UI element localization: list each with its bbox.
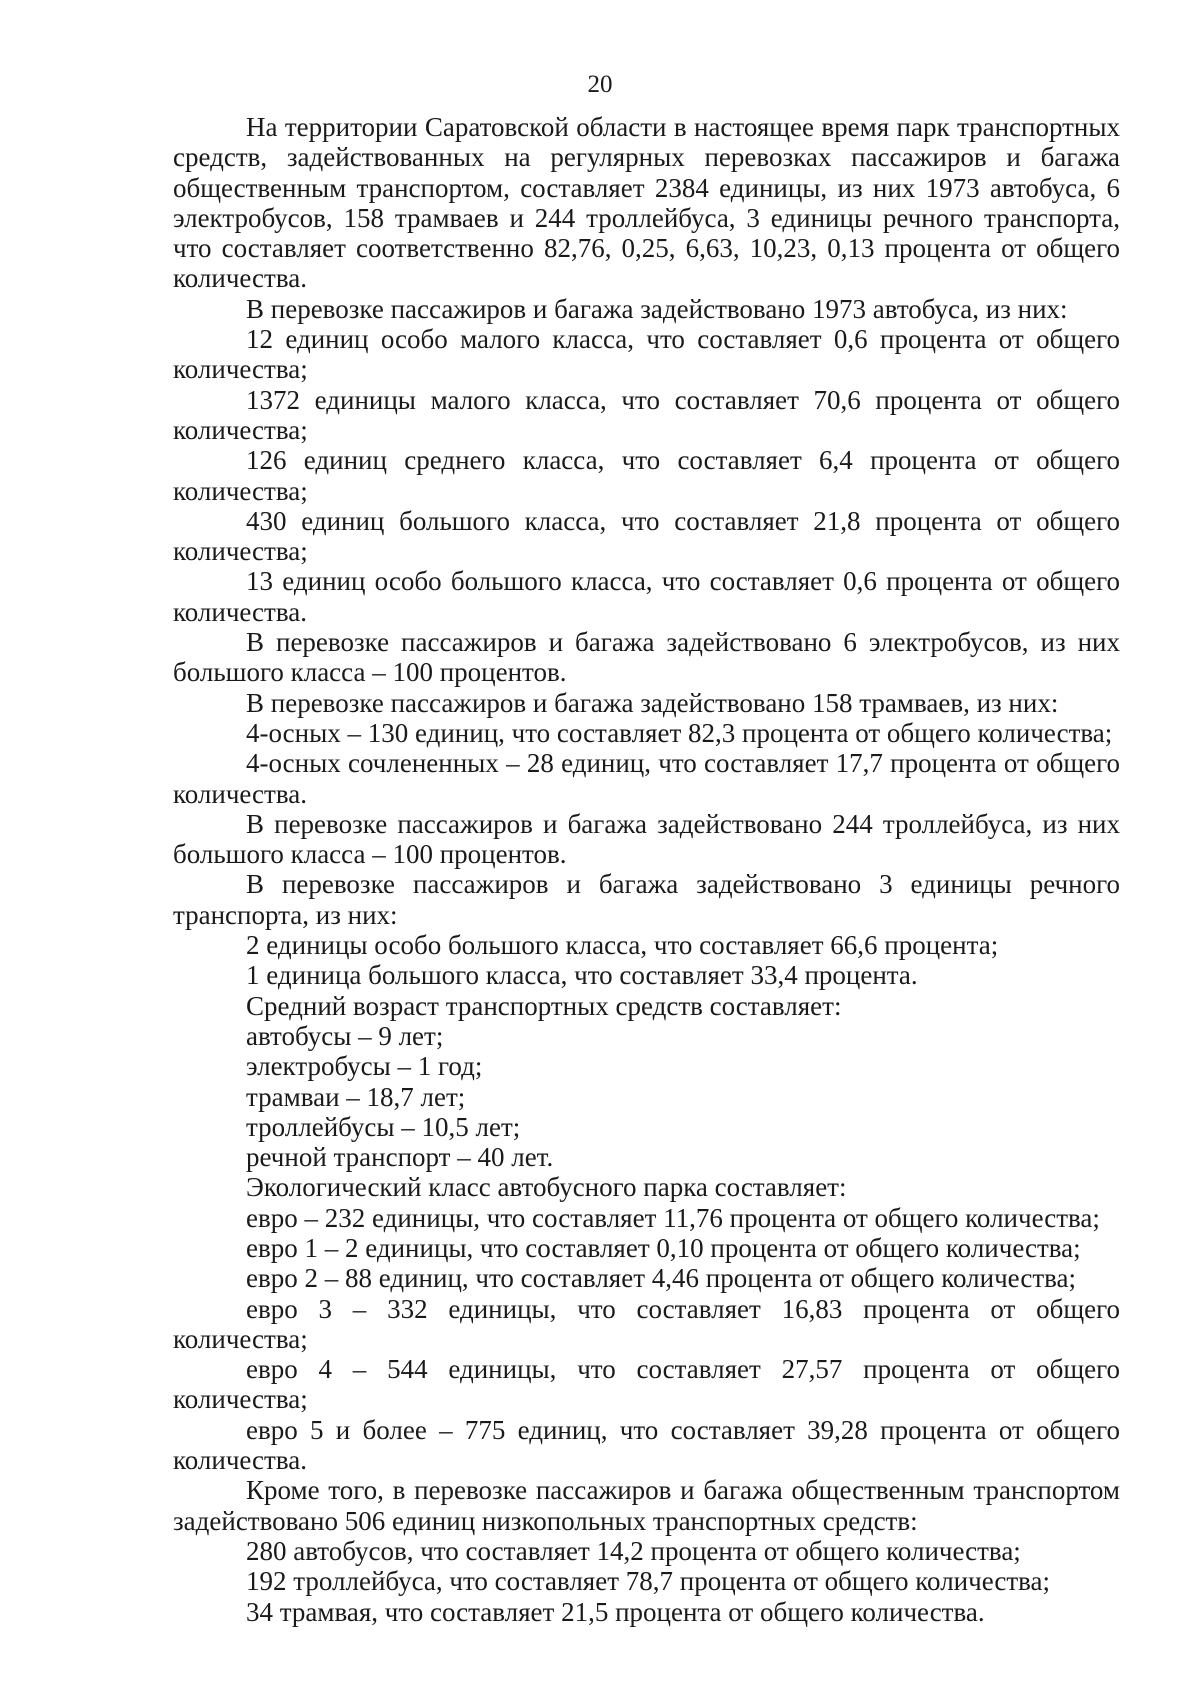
document-body — [173, 112, 1120, 1627]
paragraph-low-floor-intro: Кроме того, в перевозке пассажиров и багажа общественным транспортом задействовано 506 единиц низкопольных транспортных средств: — [173, 1475, 1120, 1536]
paragraph-fleet-overview: На территории Саратовской области в настоящее время парк транспортных средств, задействованных на регулярных перевозках пассажиров и багажа общественным транспортом, составляет 2384 единицы, из них 1973 автобуса, 6 электробусов, 158 трамваев и 244 троллейбуса, 3 единицы речного транспорта, что составляет соответственно 82,76, 0,25, 6,63, 10,23, 0,13 процента от общего количества. — [173, 112, 1120, 294]
paragraph-buses-small: 1372 единицы малого класса, что составляет 70,6 процента от общего количества; — [173, 384, 1120, 445]
paragraph-river-large: 1 единица большого класса, что составляет 33,4 процента. — [246, 960, 918, 991]
paragraph-low-floor-buses: 280 автобусов, что составляет 14,2 процента от общего количества; — [246, 1535, 1021, 1566]
paragraph-age-trolleybuses: троллейбусы – 10,5 лет; — [246, 1111, 521, 1142]
paragraph-age-river: речной транспорт – 40 лет. — [246, 1142, 554, 1173]
paragraph-trolleybuses: В перевозке пассажиров и багажа задействовано 244 троллейбуса, из них большого класса – 100 процентов. — [173, 808, 1120, 870]
page-number: 20 — [587, 71, 613, 98]
paragraph-buses-intro: В перевозке пассажиров и багажа задействовано 1973 автобуса, из них: — [246, 293, 1068, 324]
paragraph-eco-euro-5: евро 5 и более – 775 единиц, что составляет 39,28 процента от общего количества. — [173, 1414, 1120, 1476]
paragraph-buses-extra-small: 12 единиц особо малого класса, что составляет 0,6 процента от общего количества; — [173, 324, 1120, 385]
paragraph-age-electrobuses: электробусы – 1 год; — [246, 1051, 483, 1082]
paragraph-low-floor-trams: 34 трамвая, что составляет 21,5 процента от общего количества. — [246, 1596, 985, 1627]
paragraph-buses-medium: 126 единиц среднего класса, что составляет 6,4 процента от общего количества; — [173, 445, 1120, 506]
paragraph-trams-intro: В перевозке пассажиров и багажа задействовано 158 трамваев, из них: — [246, 687, 1059, 718]
paragraph-river-intro: В перевозке пассажиров и багажа задействовано 3 единицы речного транспорта, из них: — [173, 869, 1120, 930]
paragraph-river-extra-large: 2 единицы особо большого класса, что составляет 66,6 процента; — [246, 930, 999, 961]
paragraph-eco-euro-2: евро 2 – 88 единиц, что составляет 4,46 процента от общего количества; — [246, 1263, 1076, 1294]
paragraph-buses-extra-large: 13 единиц особо большого класса, что составляет 0,6 процента от общего количества. — [173, 566, 1120, 627]
paragraph-eco-euro-4: евро 4 – 544 единицы, что составляет 27,57 процента от общего количества; — [173, 1354, 1120, 1415]
paragraph-eco-euro-3: евро 3 – 332 единицы, что составляет 16,83 процента от общего количества; — [173, 1293, 1120, 1354]
paragraph-age-trams: трамваи – 18,7 лет; — [246, 1081, 466, 1112]
paragraph-average-age-intro: Средний возраст транспортных средств составляет: — [246, 990, 842, 1021]
paragraph-low-floor-trolleybuses: 192 троллейбуса, что составляет 78,7 процента от общего количества; — [246, 1566, 1051, 1597]
paragraph-trams-4-axle: 4-осных – 130 единиц, что составляет 82,3 процента от общего количества; — [246, 717, 1113, 748]
paragraph-trams-articulated: 4-осных сочлененных – 28 единиц, что составляет 17,7 процента от общего количества. — [173, 748, 1120, 809]
paragraph-buses-large: 430 единиц большого класса, что составляет 21,8 процента от общего количества; — [173, 505, 1120, 567]
paragraph-eco-class-intro: Экологический класс автобусного парка составляет: — [246, 1172, 847, 1203]
paragraph-age-buses: автобусы – 9 лет; — [246, 1020, 444, 1051]
paragraph-electrobuses: В перевозке пассажиров и багажа задействовано 6 электробусов, из них большого класса – 100 процентов. — [173, 627, 1120, 688]
paragraph-eco-euro-1: евро 1 – 2 единицы, что составляет 0,10 процента от общего количества; — [246, 1232, 1081, 1263]
paragraph-eco-euro-0: евро – 232 единицы, что составляет 11,76 процента от общего количества; — [246, 1202, 1100, 1233]
